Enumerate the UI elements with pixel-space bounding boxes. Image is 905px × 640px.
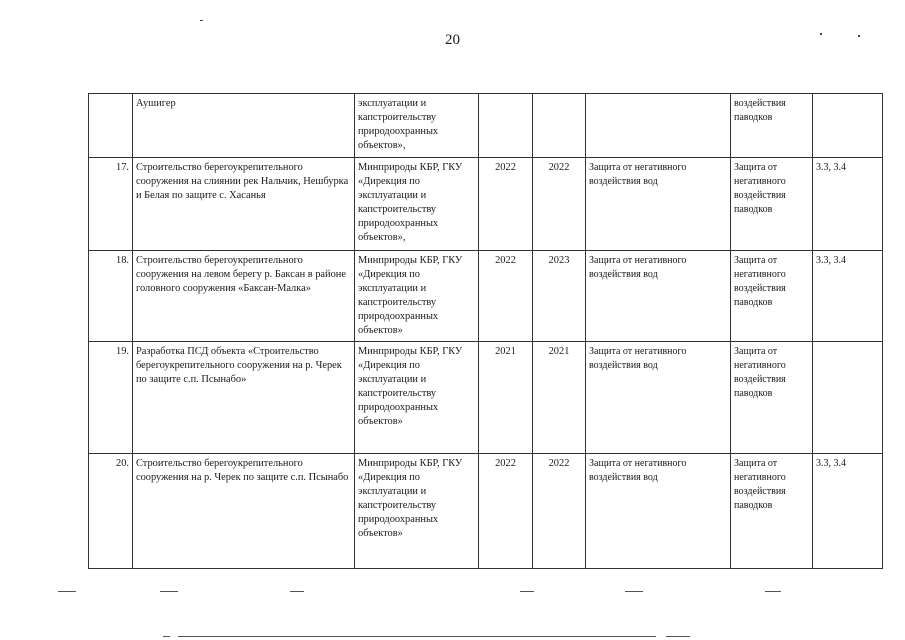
indicators — [813, 342, 883, 454]
row-number: 19. — [89, 342, 133, 454]
row-number: 18. — [89, 251, 133, 342]
year-end: 2022 — [533, 454, 586, 569]
year-start: 2022 — [479, 454, 533, 569]
scan-speck — [858, 35, 860, 37]
scan-artifact-line — [666, 636, 690, 637]
projects-table — [88, 93, 883, 569]
goal — [586, 94, 731, 158]
indicators: 3.3, 3.4 — [813, 158, 883, 251]
responsible-organization: Минприроды КБР, ГКУ «Дирекция по эксплуатации и капстроительству природоохранных объектов», — [355, 158, 479, 251]
page-number: 20 — [445, 32, 460, 48]
indicators: 3.3, 3.4 — [813, 251, 883, 342]
work-name: Аушигер — [133, 94, 355, 158]
table-row — [89, 158, 883, 251]
goal: Защита от негативного воздействия вод — [586, 454, 731, 569]
scan-artifact-line — [765, 591, 781, 592]
year-end — [533, 94, 586, 158]
scan-artifact-line — [178, 636, 656, 637]
year-end: 2023 — [533, 251, 586, 342]
responsible-organization: Минприроды КБР, ГКУ «Дирекция по эксплуатации и капстроительству природоохранных объектов» — [355, 342, 479, 454]
scan-artifact-line — [520, 591, 534, 592]
year-end: 2022 — [533, 158, 586, 251]
year-end: 2021 — [533, 342, 586, 454]
responsible-organization: Минприроды КБР, ГКУ «Дирекция по эксплуатации и капстроительству природоохранных объектов» — [355, 251, 479, 342]
year-start — [479, 94, 533, 158]
scan-speck — [820, 33, 822, 35]
table-row — [89, 251, 883, 342]
year-start: 2021 — [479, 342, 533, 454]
scan-speck — [200, 20, 203, 21]
scan-artifact-line — [160, 591, 178, 592]
task: воздействия паводков — [731, 94, 813, 158]
task: Защита от негативного воздействия паводков — [731, 454, 813, 569]
scan-artifact-line — [163, 636, 170, 637]
table-row — [89, 454, 883, 569]
task: Защита от негативного воздействия паводков — [731, 342, 813, 454]
indicators: 3.3, 3.4 — [813, 454, 883, 569]
task: Защита от негативного воздействия паводков — [731, 251, 813, 342]
work-name: Строительство берегоукрепительного сооружения на слиянии рек Нальчик, Нешбурка и Белая по защите с. Хасанья — [133, 158, 355, 251]
scan-artifact-line — [625, 591, 643, 592]
row-number — [89, 94, 133, 158]
scan-artifact-line — [290, 591, 304, 592]
table-row — [89, 94, 883, 158]
table-row — [89, 342, 883, 454]
goal: Защита от негативного воздействия вод — [586, 158, 731, 251]
row-number: 20. — [89, 454, 133, 569]
responsible-organization: Минприроды КБР, ГКУ «Дирекция по эксплуатации и капстроительству природоохранных объектов» — [355, 454, 479, 569]
work-name: Разработка ПСД объекта «Строительство берегоукрепительного сооружения на р. Черек по защите с.п. Псынабо» — [133, 342, 355, 454]
row-number: 17. — [89, 158, 133, 251]
work-name: Строительство берегоукрепительного сооружения на р. Черек по защите с.п. Псынабо — [133, 454, 355, 569]
responsible-organization: эксплуатации и капстроительству природоохранных объектов», — [355, 94, 479, 158]
indicators — [813, 94, 883, 158]
goal: Защита от негативного воздействия вод — [586, 342, 731, 454]
year-start: 2022 — [479, 251, 533, 342]
goal: Защита от негативного воздействия вод — [586, 251, 731, 342]
scan-artifact-line — [58, 591, 76, 592]
work-name: Строительство берегоукрепительного сооружения на левом берегу р. Баксан в районе головного сооружения «Баксан-Малка» — [133, 251, 355, 342]
year-start: 2022 — [479, 158, 533, 251]
task: Защита от негативного воздействия паводков — [731, 158, 813, 251]
